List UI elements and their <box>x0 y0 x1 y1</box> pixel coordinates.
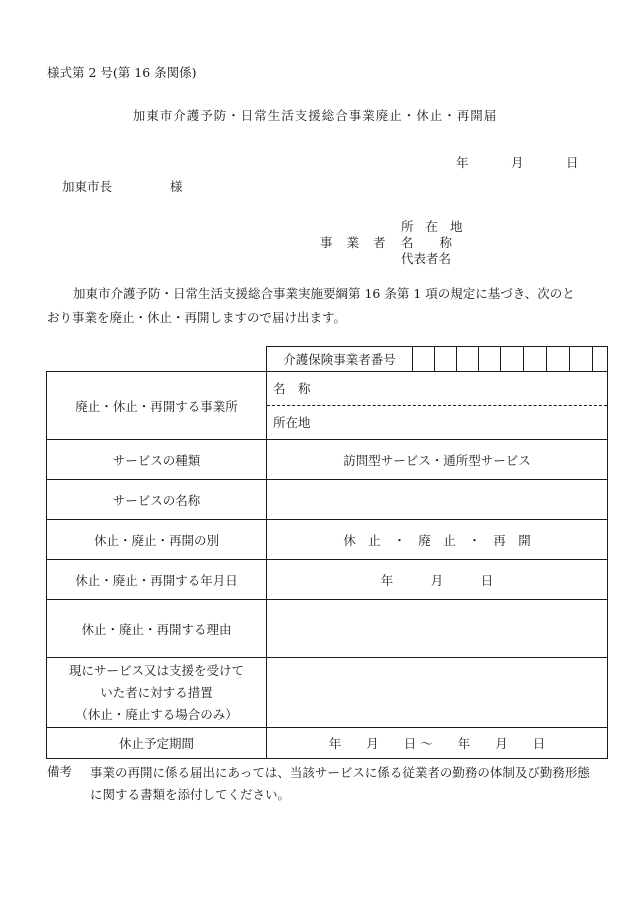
provider-number-digit-6[interactable] <box>524 347 547 372</box>
measures-label <box>47 658 267 728</box>
remarks-text: 事業の再開に係る届出にあっては、当該サービスに係る従業者の勤務の体制及び勤務形態に関する書類を添付してください。 <box>90 765 590 802</box>
date-label: 休止・廃止・再開する年月日 <box>47 560 267 600</box>
service-name-field[interactable] <box>267 480 608 520</box>
applicant-label: 事 業 者 <box>320 235 391 250</box>
blank-cell <box>47 347 267 372</box>
measures-label-line-2: いた者に対する措置 <box>100 684 213 700</box>
reason-label: 休止・廃止・再開する理由 <box>47 600 267 658</box>
measures-field[interactable] <box>267 658 608 728</box>
notification-table <box>46 346 608 759</box>
office-name-label: 名 称 <box>273 381 311 396</box>
form-title: 加東市介護予防・日常生活支援総合事業廃止・休止・再開届 <box>132 108 498 123</box>
period-label: 休止予定期間 <box>47 728 267 759</box>
provider-number-digit-8[interactable] <box>570 347 593 372</box>
date-day: 日 <box>566 155 579 170</box>
period-value[interactable]: 年 月 日 ～ 年 月 日 <box>267 728 608 759</box>
provider-number-label: 介護保険事業者番号 <box>267 347 413 372</box>
provider-number-digit-1[interactable] <box>413 347 435 372</box>
provider-number-digit-9[interactable] <box>593 347 608 372</box>
applicant-representative-label: 代表者名 <box>401 251 452 266</box>
body-text: 加東市介護予防・日常生活支援総合事業実施要綱第 16 条第 1 項の規定に基づき、次のとおり事業を廃止・休止・再開しますので届け出ます。 <box>47 286 575 325</box>
remarks-label: 備考 <box>47 764 73 779</box>
form-number: 様式第 2 号(第 16 条関係) <box>47 65 197 80</box>
applicant-name-label-1: 名 <box>401 235 414 250</box>
date-year: 年 <box>456 155 469 170</box>
provider-number-digit-2[interactable] <box>435 347 457 372</box>
category-label: 休止・廃止・再開の別 <box>47 520 267 560</box>
addressee-name: 加東市長 <box>62 179 113 194</box>
addressee-suffix: 様 <box>170 179 183 194</box>
date-month: 月 <box>511 155 524 170</box>
measures-label-line-3: （休止・廃止する場合のみ） <box>75 706 238 722</box>
service-name-label: サービスの名称 <box>47 480 267 520</box>
category-value[interactable]: 休 止 ・ 廃 止 ・ 再 開 <box>267 520 608 560</box>
date-value[interactable]: 年 月 日 <box>267 560 608 600</box>
provider-number-digit-4[interactable] <box>479 347 501 372</box>
measures-label-line-1: 現にサービス又は支援を受けて <box>68 662 244 678</box>
applicant-address-label: 所 在 地 <box>401 219 467 234</box>
reason-field[interactable] <box>267 600 608 658</box>
provider-number-digit-3[interactable] <box>457 347 479 372</box>
applicant-name-label-2: 称 <box>439 235 453 250</box>
service-type-label: サービスの種類 <box>47 440 267 480</box>
office-address-field[interactable] <box>267 406 607 439</box>
office-name-field[interactable] <box>267 372 607 406</box>
office-address-label: 所在地 <box>273 415 311 430</box>
office-label: 廃止・休止・再開する事業所 <box>47 372 267 440</box>
service-type-value[interactable]: 訪問型サービス・通所型サービス <box>267 440 608 480</box>
provider-number-digit-7[interactable] <box>547 347 570 372</box>
provider-number-digit-5[interactable] <box>501 347 524 372</box>
office-value <box>267 372 608 440</box>
